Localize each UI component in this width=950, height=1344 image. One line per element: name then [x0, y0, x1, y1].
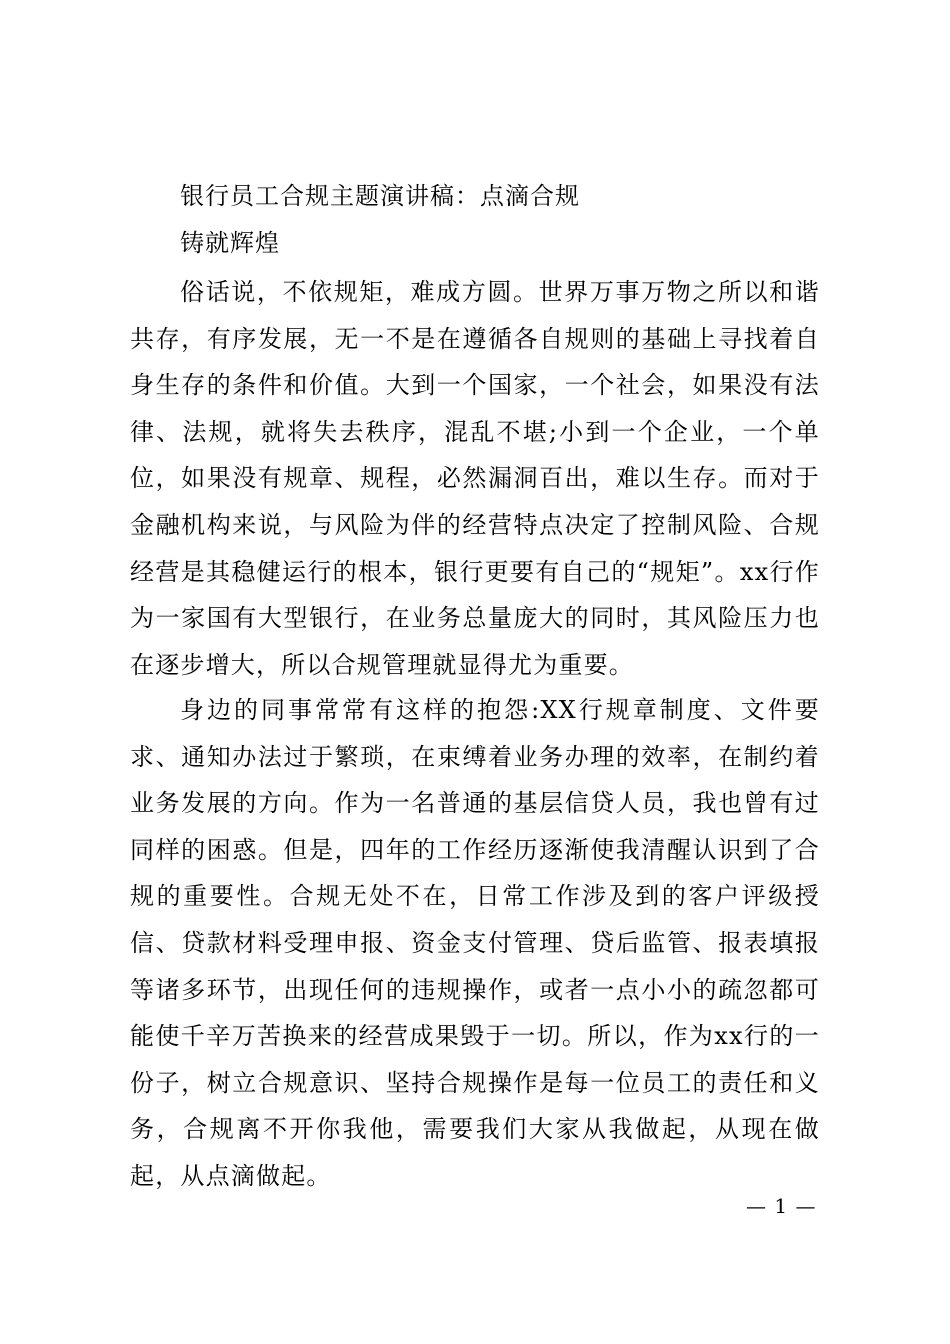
page-number: — 1 —: [746, 1194, 817, 1218]
paragraph-text: 俗话说，不依规矩，难成方圆。世界万事万物之所以和谐共存，有序发展，无一不是在遵循各自规则的基础上寻找着自身生存的条件和价值。大到一个国家，一个社会，如果没有法律、法规，就将失去秩序，混乱不堪;小到一个企业，一个单位，如果没有规章、规程，必然漏洞百出，难以生存。而对于金融机构来说，与风险为伴的经营特点决定了控制风险、合规经营是其稳健运行的根本，银行更要有自己的“规矩”。xx行作为一家国有大型银行，在业务总量庞大的同时，其风险压力也在逐步增大，所以合规管理就显得尤为重要。: [130, 278, 820, 679]
paragraph-text: 身边的同事常常有这样的抱怨:XX行规章制度、文件要求、通知办法过于繁琐，在束缚着业务办理的效率，在制约着业务发展的方向。作为一名普通的基层信贷人员，我也曾有过同样的困惑。但是，四年的工作经历逐渐使我清醒认识到了合规的重要性。合规无处不在，日常工作涉及到的客户评级授信、贷款材料受理申报、资金支付管理、贷后监管、报表填报等诸多环节，出现任何的违规操作，或者一点小小的疏忽都可能使千辛万苦换来的经营成果毁于一切。所以，作为xx行的一份子，树立合规意识、坚持合规操作是每一位员工的责任和义务，合规离不开你我他，需要我们大家从我做起，从现在做起，从点滴做起。: [130, 696, 820, 1190]
body-paragraph-2: [130, 687, 820, 1200]
title-line-2: 铸就辉煌: [180, 229, 280, 257]
body-paragraph-1: [130, 269, 820, 688]
title-line-1: 银行员工合规主题演讲稿：点滴合规: [180, 182, 580, 210]
